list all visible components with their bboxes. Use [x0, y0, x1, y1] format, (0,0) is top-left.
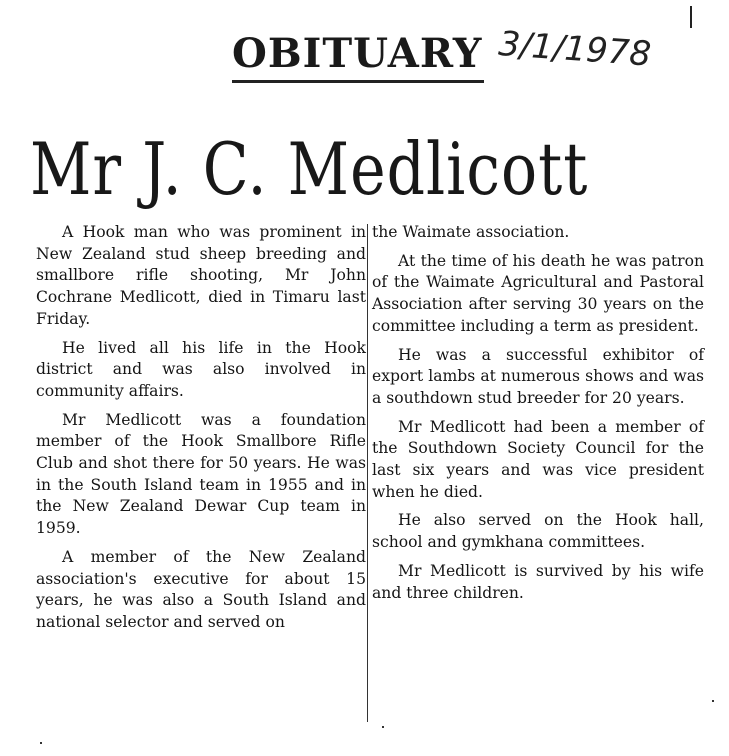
paragraph: He also served on the Hook hall, school and gymkhana committees. [372, 511, 704, 552]
paragraph: the Waimate association. [372, 223, 570, 241]
paragraph: At the time of his death he was patron of the Waimate Agricultural and Pastoral Association after serving 30 years on the committee including a term as president. [372, 251, 704, 335]
paragraph: He was a successful exhibitor of export lambs at numerous shows and was a southdown stud breeder for 20 years. [372, 345, 704, 407]
paragraph: A member of the New Zealand association's executive for about 15 years, he was also a South Island and national selector and served on [36, 547, 366, 631]
handwritten-date: 3/1/1978 [497, 24, 653, 75]
paragraph: He lived all his life in the Hook district and was also involved in community affairs. [36, 338, 366, 400]
paragraph: Mr Medlicott was a foundation member of the Hook Smallbore Rifle Club and shot there for 50 years. He was in the South Island team in 1955 and in the New Zealand Dewar Cup team in 1959. [36, 410, 366, 538]
scan-speck [40, 742, 42, 744]
scan-speck [382, 726, 384, 728]
headline: Mr J. C. Medlicott [30, 128, 589, 212]
section-heading: OBITUARY [232, 30, 483, 77]
paragraph: Mr Medlicott had been a member of the Southdown Society Council for the last six years and was vice president when he died. [372, 417, 704, 501]
paragraph: A Hook man who was prominent in New Zealand stud sheep breeding and smallbore rifle shooting, Mr John Cochrane Medlicott, died in Timaru last Friday. [36, 223, 366, 328]
column-divider [367, 224, 368, 722]
paragraph: Mr Medlicott is survived by his wife and three children. [372, 561, 704, 602]
article-column-2 [372, 222, 704, 611]
heading-underline [232, 80, 484, 83]
scan-speck [712, 700, 714, 702]
article-column-1 [36, 222, 366, 641]
